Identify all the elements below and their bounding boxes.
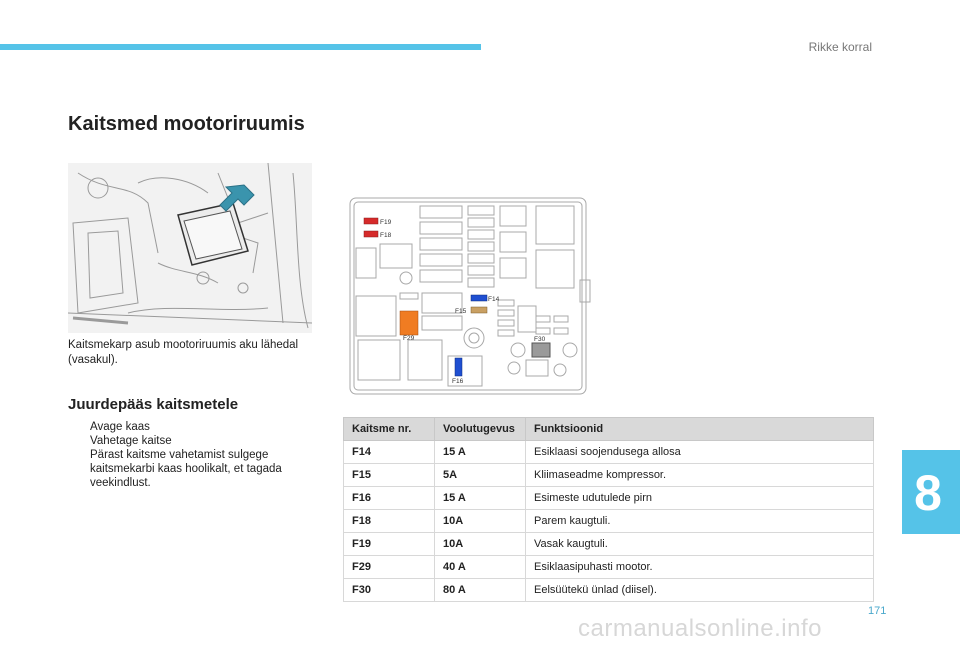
fuse-number: F29 <box>344 556 435 579</box>
table-row <box>344 510 874 533</box>
fuse-function: Kliimaseadme kompressor. <box>526 464 874 487</box>
fuse-amperage: 15 A <box>435 487 526 510</box>
fuse-function: Esiklaasipuhasti mootor. <box>526 556 874 579</box>
label-f18: F18 <box>380 232 392 239</box>
label-f14: F14 <box>488 296 500 303</box>
column-header: Voolutugevus <box>435 418 526 441</box>
access-steps <box>68 420 328 490</box>
fuse-number: F18 <box>344 510 435 533</box>
fuse-amperage: 40 A <box>435 556 526 579</box>
label-f29: F29 <box>403 335 415 342</box>
page-number: 171 <box>868 605 887 617</box>
fuse-number: F30 <box>344 579 435 602</box>
list-item: Vahetage kaitse <box>90 435 172 447</box>
column-header: Kaitsme nr. <box>344 418 435 441</box>
table-row <box>344 464 874 487</box>
table-row <box>344 441 874 464</box>
list-item: Avage kaas <box>90 421 150 433</box>
fuse-number: F15 <box>344 464 435 487</box>
fuse-amperage: 10A <box>435 510 526 533</box>
photo-caption: Kaitsmekarp asub mootoriruumis aku lähedal (vasakul). <box>68 339 299 366</box>
engine-bay-drawing <box>68 163 312 333</box>
table-row <box>344 556 874 579</box>
fuse-function: Esiklaasi soojendusega allosa <box>526 441 874 464</box>
fuse-amperage: 80 A <box>435 579 526 602</box>
access-title: Juurdepääs kaitsmetele <box>68 396 239 413</box>
table-row <box>344 533 874 556</box>
table-row <box>344 579 874 602</box>
fuse-amperage: 5A <box>435 464 526 487</box>
fuse-number: F16 <box>344 487 435 510</box>
fuse-table <box>343 417 874 602</box>
fuse-box-drawing <box>348 188 592 400</box>
fuse-number: F14 <box>344 441 435 464</box>
fuse-function: Eelsüütekü ünlad (diisel). <box>526 579 874 602</box>
chapter-tab <box>902 450 960 534</box>
fuse-box-diagram <box>348 188 592 400</box>
page-title: Kaitsmed mootoriruumis <box>68 113 305 135</box>
fuse-function: Esimeste udutulede pirn <box>526 487 874 510</box>
label-f15: F15 <box>455 308 467 315</box>
fuse-amperage: 15 A <box>435 441 526 464</box>
list-item: Pärast kaitsme vahetamist sulgege kaitsmekarbi kaas hoolikalt, et tagada veekindlust. <box>90 449 282 489</box>
header-accent-bar <box>0 44 481 50</box>
fuse-amperage: 10A <box>435 533 526 556</box>
table-header-row <box>344 418 874 441</box>
watermark: carmanualsonline.info <box>578 615 822 642</box>
table-row <box>344 487 874 510</box>
label-f16: F16 <box>452 378 464 385</box>
chapter-number: 8 <box>914 465 942 521</box>
section-label: Rikke korral <box>808 40 872 54</box>
engine-bay-illustration <box>68 163 312 333</box>
label-f19: F19 <box>380 219 392 226</box>
fuse-function: Vasak kaugtuli. <box>526 533 874 556</box>
column-header: Funktsioonid <box>526 418 874 441</box>
fuse-function: Parem kaugtuli. <box>526 510 874 533</box>
label-f30: F30 <box>534 336 546 343</box>
fuse-number: F19 <box>344 533 435 556</box>
